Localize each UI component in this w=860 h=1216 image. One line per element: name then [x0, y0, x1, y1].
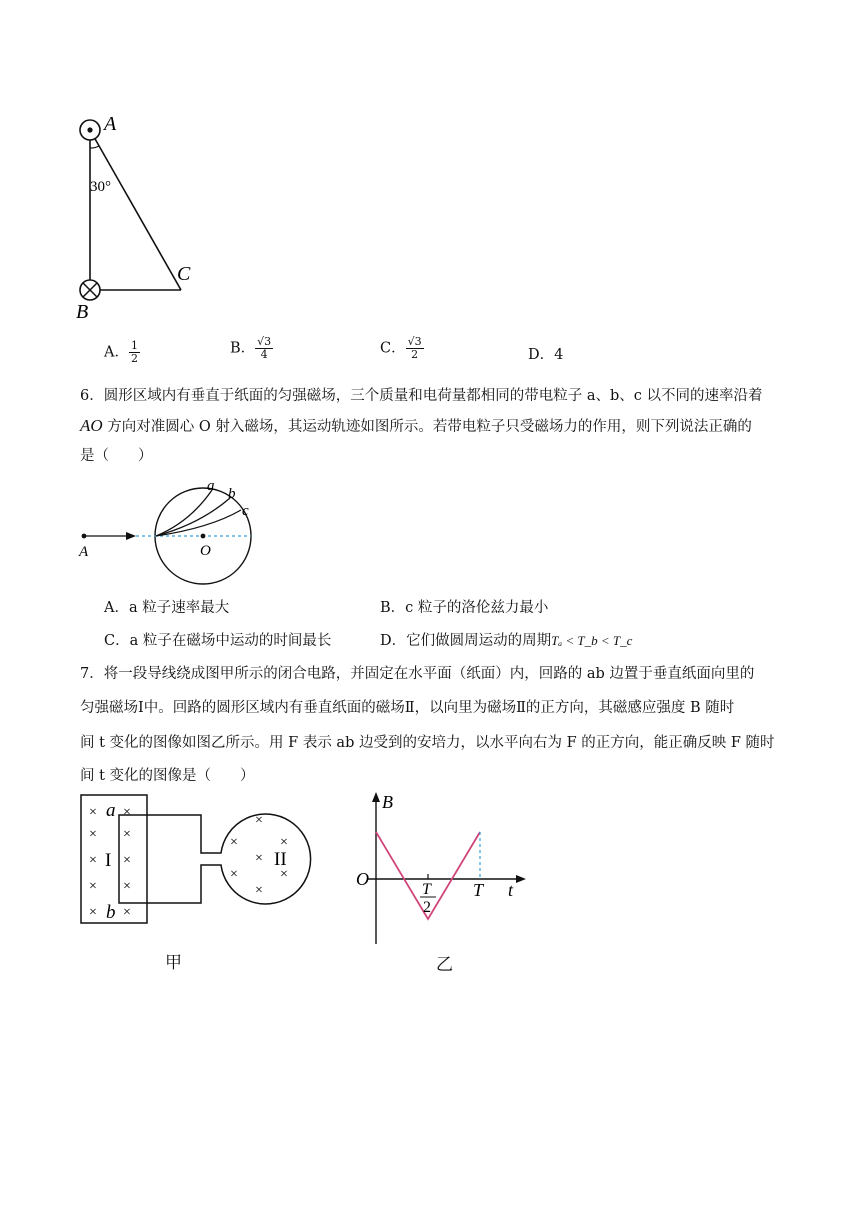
q5-option-d: D．4 [528, 347, 564, 363]
fraction: $\frac{1}{2}$ [130, 339, 138, 365]
label-A: A [104, 113, 117, 135]
point-A [82, 534, 87, 539]
q6-option-c: C．a 粒子在磁场中运动的时间最长 [104, 633, 332, 649]
q7-line-2: 匀强磁场Ⅰ中。回路的圆形区域内有垂直纸面的磁场Ⅱ，以向里为磁场Ⅱ的正方向，其磁感应强度 B 随时 [80, 700, 735, 716]
caption-jia: 甲 [165, 953, 182, 973]
q6-line-3: 是（ ） [80, 448, 153, 464]
label-B: B [382, 792, 393, 812]
cross-icon: × [123, 827, 131, 842]
cross-icon: × [280, 867, 288, 882]
circle-field-figure [70, 472, 290, 588]
trajectory-a [156, 490, 212, 536]
out-of-page-dot [87, 127, 92, 132]
fraction: $\frac{√3}{2}$ [407, 335, 422, 361]
cross-icon: × [123, 805, 131, 820]
cross-icon: × [123, 905, 131, 920]
label-a: a [106, 800, 116, 821]
caption-yi: 乙 [436, 955, 453, 975]
angle-label: 30° [90, 179, 111, 195]
cross-icon: × [230, 835, 238, 850]
cross-icon: × [230, 867, 238, 882]
label-a: a [207, 478, 215, 494]
arrow-icon [126, 532, 136, 540]
q5-option-a: A． $\frac{1}{2}$ [104, 339, 138, 365]
label-A: A [79, 544, 89, 560]
label-O: O [200, 543, 211, 559]
center-O [201, 534, 206, 539]
label-b: b [228, 486, 236, 502]
region-I-label: I [105, 850, 112, 871]
cross-icon: × [255, 813, 263, 828]
q6-line-2: AO 方向对准圆心 O 射入磁场，其运动轨迹如图所示。若带电粒子只受磁场力的作用，则下列说法正确的 [80, 416, 752, 435]
q6-option-d: D．它们做圆周运动的周期Tₐ < T_b < T_c [380, 633, 633, 649]
q7-line-3: 间 t 变化的图像如图乙所示。用 F 表示 ab 边受到的安培力，以水平向右为 F 的正方向，能正确反映 F 随时 [80, 735, 775, 751]
cross-icon: × [89, 853, 97, 868]
label-B: B [76, 301, 89, 323]
cross-icon: × [255, 883, 263, 898]
triangle-figure [70, 108, 210, 326]
cross-icon: × [280, 835, 288, 850]
cross-icon: × [123, 879, 131, 894]
period-formula: Tₐ < T_b < T_c [551, 633, 633, 648]
q7-line-4: 间 t 变化的图像是（ ） [80, 768, 255, 784]
y-axis-arrow-icon [372, 792, 380, 802]
side-ac [90, 130, 181, 290]
cross-icon: × [123, 853, 131, 868]
half-period-num: T [422, 881, 431, 898]
q6-option-b: B．c 粒子的洛伦兹力最小 [380, 600, 549, 616]
x-axis-arrow-icon [516, 875, 526, 883]
q7-line-1: 7．将一段导线绕成图甲所示的闭合电路，并固定在水平面（纸面）内，回路的 ab 边置于垂直纸面向里的 [80, 666, 755, 682]
cross-icon: × [89, 879, 97, 894]
half-period-den: 2 [423, 899, 431, 916]
label-T: T [473, 880, 484, 900]
q6-option-a: A．a 粒子速率最大 [104, 600, 230, 616]
cross-icon: × [89, 805, 97, 820]
label-c: c [242, 503, 249, 519]
cross-icon: × [255, 851, 263, 866]
q6-line-1: 6．圆形区域内有垂直于纸面的匀强磁场，三个质量和电荷量都相同的带电粒子 a、b、c 以不同的速率沿着 [80, 388, 763, 404]
cross-icon: × [89, 827, 97, 842]
q5-option-c: C． $\frac{√3}{2}$ [380, 335, 422, 361]
angle-arc [90, 146, 99, 148]
region-II-label: II [274, 849, 287, 870]
circuit-figure-jia [76, 790, 316, 930]
cross-icon: × [89, 905, 97, 920]
label-C: C [177, 263, 191, 285]
q5-option-b: B． $\frac{√3}{4}$ [230, 335, 272, 361]
b-t-graph-yi [350, 786, 540, 952]
label-t: t [508, 880, 514, 900]
label-O: O [356, 869, 369, 889]
fraction: $\frac{√3}{4}$ [257, 335, 272, 361]
label-b: b [106, 902, 116, 923]
